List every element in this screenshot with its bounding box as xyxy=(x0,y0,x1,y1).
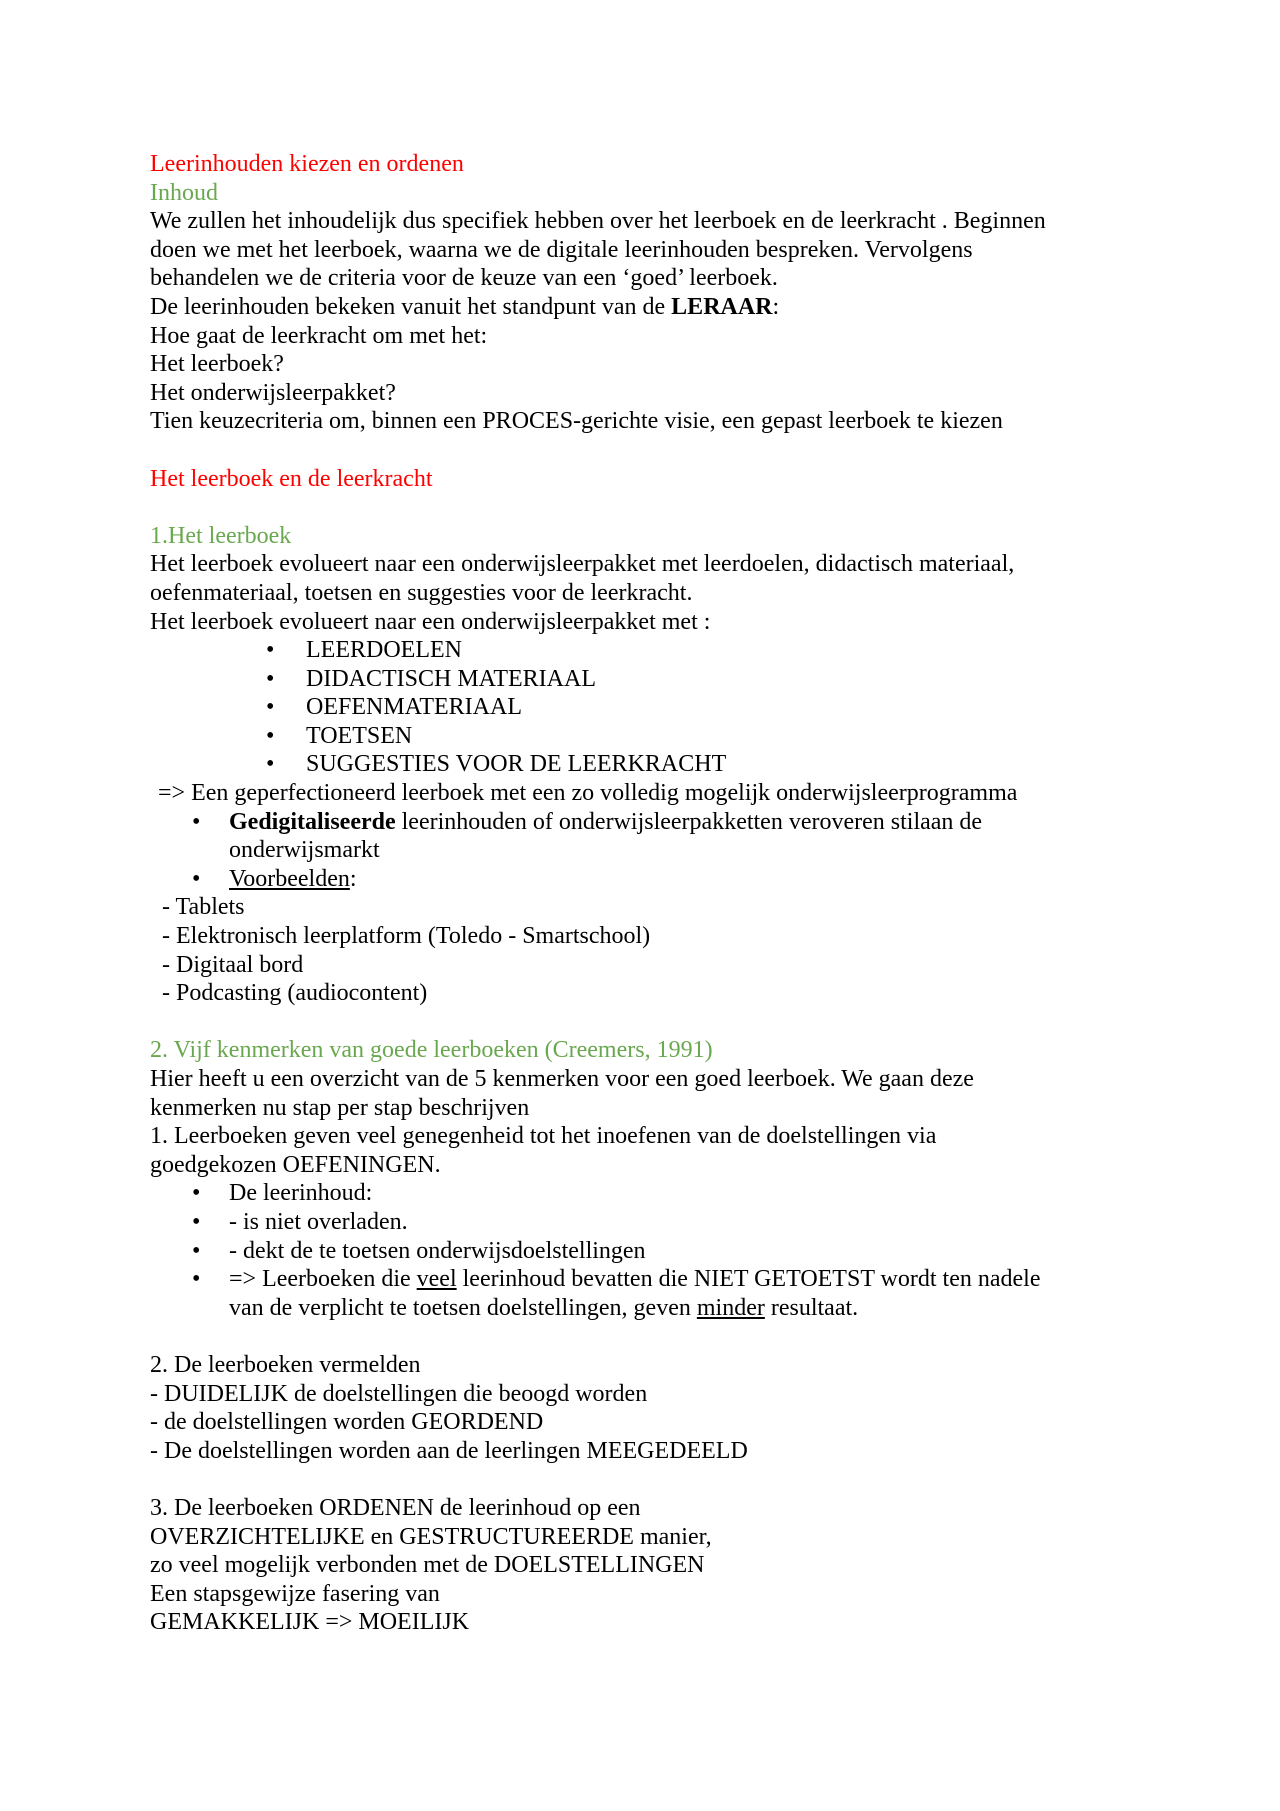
bullet-icon: • xyxy=(192,1237,201,1264)
list-item: • OEFENMATERIAAL xyxy=(266,694,522,721)
bullet-icon: • xyxy=(266,665,275,692)
list-item-continuation: onderwijsmarkt xyxy=(229,837,380,864)
paragraph-line: zo veel mogelijk verbonden met de DOELSTELLINGEN xyxy=(150,1552,705,1579)
bullet-icon: • xyxy=(192,1180,201,1207)
list-item-digital: • Gedigitaliseerde leerinhouden of onderwijsleerpakketten veroveren stilaan de xyxy=(192,808,983,835)
paragraph-line: GEMAKKELIJK => MOEILIJK xyxy=(150,1609,470,1636)
intro-line: behandelen we de criteria voor de keuze van een ‘goed’ leerboek. xyxy=(150,265,778,292)
list-item: • TOETSEN xyxy=(266,722,413,749)
paragraph-line: Een stapsgewijze fasering van xyxy=(150,1580,440,1607)
example-item: - Podcasting (audiocontent) xyxy=(162,980,428,1007)
intro-line: Het leerboek? xyxy=(150,351,284,378)
bullet-icon: • xyxy=(266,637,275,664)
bullet-icon: • xyxy=(192,1208,201,1235)
leraar-bold: LERAAR xyxy=(671,293,773,320)
bullet-icon: • xyxy=(192,1266,201,1293)
paragraph-line: - De doelstellingen worden aan de leerlingen MEEGEDEELD xyxy=(150,1437,748,1464)
document-page xyxy=(150,150,1140,1637)
list-item: • LEERDOELEN xyxy=(266,637,462,664)
bullet-icon: • xyxy=(192,865,201,892)
paragraph-line: 1. Leerboeken geven veel genegenheid tot het inoefenen van de doelstellingen via xyxy=(150,1123,937,1150)
paragraph-line: 3. De leerboeken ORDENEN de leerinhoud op een xyxy=(150,1494,641,1521)
subheading-het-leerboek: 1.Het leerboek xyxy=(150,522,292,549)
intro-line: Het onderwijsleerpakket? xyxy=(150,379,396,406)
example-item: - Elektronisch leerplatform (Toledo - Smartschool) xyxy=(162,923,651,950)
paragraph-line: - DUIDELIJK de doelstellingen die beoogd worden xyxy=(150,1380,648,1407)
bullet-icon: • xyxy=(266,722,275,749)
list-item-examples: • Voorbeelden: xyxy=(192,865,357,892)
list-item: • SUGGESTIES VOOR DE LEERKRACHT xyxy=(266,751,727,778)
paragraph-line: OVERZICHTELIJKE en GESTRUCTUREERDE manier, xyxy=(150,1523,712,1550)
bullet-icon: • xyxy=(266,694,275,721)
paragraph-line: Het leerboek evolueert naar een onderwijsleerpakket met : xyxy=(150,608,711,635)
list-item: • De leerinhoud: xyxy=(192,1180,373,1207)
paragraph-line: oefenmateriaal, toetsen en suggesties voor de leerkracht. xyxy=(150,579,693,606)
subheading-vijf-kenmerken: 2. Vijf kenmerken van goede leerboeken (Creemers, 1991) xyxy=(150,1037,713,1064)
list-item: • - dekt de te toetsen onderwijsdoelstellingen xyxy=(192,1237,646,1264)
list-item: • => Leerboeken die veel leerinhoud bevatten die NIET GETOETST wordt ten nadele xyxy=(192,1266,1041,1293)
list-item: • - is niet overladen. xyxy=(192,1208,408,1235)
conclusion-line: => Een geperfectioneerd leerboek met een zo volledig mogelijk onderwijsleerprogramma xyxy=(158,780,1018,807)
paragraph-line: kenmerken nu stap per stap beschrijven xyxy=(150,1094,530,1121)
paragraph-line: Hier heeft u een overzicht van de 5 kenmerken voor een goed leerboek. We gaan deze xyxy=(150,1066,974,1092)
section-heading-leerboek-leerkracht: Het leerboek en de leerkracht xyxy=(150,465,433,492)
list-item-continuation: van de verplicht te toetsen doelstellingen, geven minder resultaat. xyxy=(229,1294,859,1321)
subtitle-inhoud: Inhoud xyxy=(150,179,218,206)
list-item: • DIDACTISCH MATERIAAL xyxy=(266,665,596,692)
document-title: Leerinhouden kiezen en ordenen xyxy=(150,151,464,177)
bullet-icon: • xyxy=(192,808,201,835)
intro-line: Hoe gaat de leerkracht om met het: xyxy=(150,322,488,349)
paragraph-line: 2. De leerboeken vermelden xyxy=(150,1351,421,1378)
paragraph-line: Het leerboek evolueert naar een onderwijsleerpakket met leerdoelen, didactisch materiaal, xyxy=(150,551,1015,578)
intro-line-leraar: De leerinhouden bekeken vanuit het standpunt van de LERAAR: xyxy=(150,293,780,320)
bullet-icon: • xyxy=(266,751,275,778)
example-item: - Digitaal bord xyxy=(162,951,304,978)
intro-line: doen we met het leerboek, waarna we de digitale leerinhouden bespreken. Vervolgens xyxy=(150,236,973,263)
paragraph-line: - de doelstellingen worden GEORDEND xyxy=(150,1409,544,1436)
example-item: - Tablets xyxy=(162,894,245,921)
intro-line: Tien keuzecriteria om, binnen een PROCES-gerichte visie, een gepast leerboek te kiezen xyxy=(150,408,1003,435)
paragraph-line: goedgekozen OEFENINGEN. xyxy=(150,1151,441,1178)
intro-line: We zullen het inhoudelijk dus specifiek hebben over het leerboek en de leerkracht . Beginnen xyxy=(150,208,1046,235)
